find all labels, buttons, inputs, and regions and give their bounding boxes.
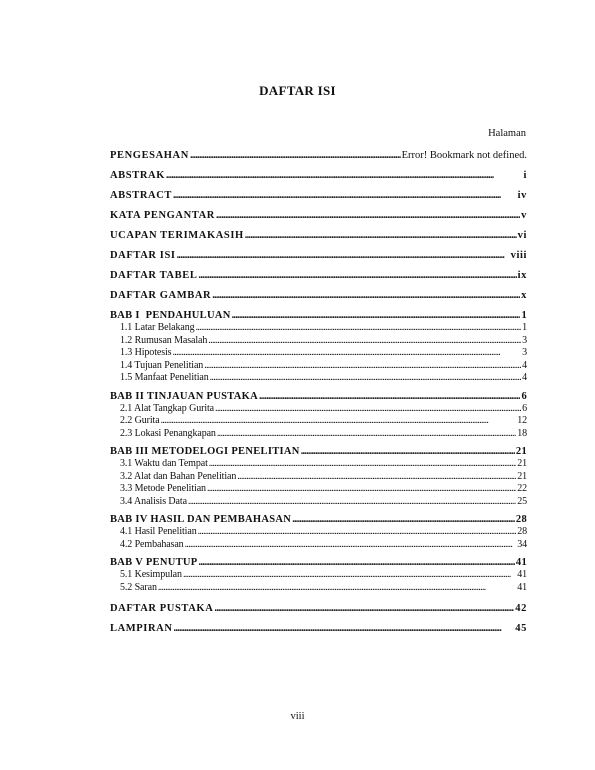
- dot-leader: [204, 360, 521, 373]
- dot-leader: [209, 458, 516, 471]
- toc-page: 28: [517, 526, 527, 537]
- toc-label: BAB IV HASIL DAN PEMBAHASAN: [110, 514, 292, 525]
- toc-entry-abstrak: [110, 170, 527, 182]
- dot-leader: [158, 582, 516, 595]
- toc-page: 6: [522, 402, 527, 414]
- toc-page: 1: [522, 322, 527, 333]
- table-of-contents: [110, 150, 527, 643]
- toc-page: viii: [510, 250, 527, 261]
- toc-page: 22: [517, 483, 527, 494]
- toc-chapter-bab5: [110, 557, 527, 569]
- toc-page: 18: [517, 427, 527, 439]
- dot-leader: [172, 347, 521, 360]
- halaman-label: Halaman: [488, 128, 526, 139]
- dot-leader: [199, 557, 515, 569]
- toc-label: BAB V PENUTUP: [110, 557, 198, 568]
- toc-subentry: [110, 582, 527, 595]
- dot-leader: [188, 496, 516, 509]
- toc-page: v: [521, 210, 527, 221]
- toc-label: KATA PENGANTAR: [110, 210, 215, 221]
- dot-leader: [259, 391, 520, 403]
- dot-leader: [216, 210, 520, 222]
- toc-subentry: [110, 471, 527, 484]
- toc-label: 1.2 Rumusan Masalah: [120, 334, 208, 346]
- toc-subentry: [110, 360, 527, 373]
- toc-entry-ucapan-terimakasih: [110, 230, 527, 242]
- page-number: viii: [290, 711, 305, 722]
- toc-label: 3.4 Analisis Data: [120, 495, 187, 507]
- toc-label: DAFTAR TABEL: [110, 270, 198, 281]
- dot-leader: [292, 514, 515, 526]
- toc-subentry: [110, 335, 527, 348]
- toc-label: 2.3 Lokasi Penangkapan: [120, 427, 216, 439]
- toc-label: BAB III METODELOGI PENELITIAN: [110, 446, 300, 457]
- toc-page: 25: [517, 495, 527, 507]
- toc-page: x: [521, 290, 527, 301]
- toc-label: BAB I PENDAHULUAN: [110, 310, 231, 321]
- dot-leader: [217, 428, 516, 441]
- toc-page: 42: [515, 603, 527, 614]
- toc-entry-daftar-isi: [110, 250, 527, 262]
- dot-leader: [245, 230, 517, 242]
- toc-label: 5.1 Kesimpulan: [120, 569, 182, 580]
- toc-label: ABSTRAK: [110, 170, 165, 181]
- dot-leader: [215, 403, 521, 416]
- toc-subentry: [110, 483, 527, 496]
- toc-label: 3.2 Alat dan Bahan Penelitian: [120, 470, 237, 482]
- toc-label: DAFTAR ISI: [110, 250, 176, 261]
- dot-leader: [196, 322, 522, 335]
- toc-entry-kata-pengantar: [110, 210, 527, 222]
- toc-entry-daftar-tabel: [110, 270, 527, 282]
- toc-page: iv: [517, 190, 527, 201]
- toc-subentry: [110, 526, 527, 539]
- page-title: DAFTAR ISI: [259, 83, 336, 98]
- dot-leader: [301, 446, 515, 458]
- toc-entry-lampiran: [110, 623, 527, 635]
- toc-subentry: [110, 322, 527, 335]
- toc-page: 6: [521, 390, 527, 402]
- toc-label: 3.1 Waktu dan Tempat: [120, 458, 208, 469]
- dot-leader: [208, 335, 521, 348]
- dot-leader: [207, 483, 516, 496]
- toc-entry-pengesahan: [110, 150, 527, 162]
- toc-page: ix: [517, 270, 527, 281]
- toc-page: 41: [517, 569, 527, 580]
- toc-chapter-bab2: [110, 391, 527, 403]
- toc-page: 41: [517, 581, 527, 593]
- toc-label: 1.3 Hipotesis: [120, 347, 172, 358]
- dot-leader: [177, 250, 510, 262]
- toc-label: LAMPIRAN: [110, 623, 173, 634]
- dot-leader: [214, 603, 514, 615]
- toc-subentry: [110, 569, 527, 582]
- dot-leader: [185, 539, 517, 552]
- toc-page: 4: [522, 359, 527, 371]
- toc-page: 41: [515, 557, 527, 568]
- toc-subentry: [110, 428, 527, 441]
- toc-label: 1.5 Manfaat Penelitian: [120, 372, 209, 383]
- toc-subentry: [110, 496, 527, 509]
- toc-page: 21: [517, 458, 527, 469]
- toc-chapter-bab1: [110, 310, 527, 322]
- toc-page: 1: [521, 310, 527, 321]
- toc-subentry: [110, 415, 527, 428]
- toc-entry-daftar-pustaka: [110, 603, 527, 615]
- toc-page: 28: [515, 514, 527, 525]
- toc-label: DAFTAR GAMBAR: [110, 290, 212, 301]
- dot-leader: [173, 190, 517, 202]
- toc-label: PENGESAHAN: [110, 150, 189, 161]
- dot-leader: [190, 150, 401, 162]
- toc-label: 3.3 Metode Penelitian: [120, 483, 206, 494]
- toc-page: 4: [522, 372, 527, 383]
- toc-page: 12: [517, 415, 527, 426]
- toc-page: i: [523, 170, 527, 181]
- toc-page: 45: [515, 623, 527, 634]
- dot-leader: [237, 471, 516, 484]
- dot-leader: [166, 170, 523, 182]
- toc-label: BAB II TINJAUAN PUSTAKA: [110, 390, 258, 402]
- toc-subentry: [110, 347, 527, 360]
- toc-subentry: [110, 539, 527, 552]
- toc-page: 21: [517, 470, 527, 482]
- toc-subentry: [110, 403, 527, 416]
- toc-label: 1.1 Latar Belakang: [120, 322, 195, 333]
- toc-page: Error! Bookmark not defined.: [401, 150, 527, 161]
- toc-entry-daftar-gambar: [110, 290, 527, 302]
- toc-page: 3: [522, 334, 527, 346]
- dot-leader: [198, 270, 516, 282]
- toc-label: UCAPAN TERIMAKASIH: [110, 230, 244, 241]
- spacer: [110, 594, 527, 603]
- toc-label: 5.2 Saran: [120, 581, 157, 593]
- toc-entry-abstract: [110, 190, 527, 202]
- dot-leader: [161, 415, 517, 428]
- dot-leader: [210, 372, 521, 385]
- dot-leader: [232, 310, 521, 322]
- toc-label: 2.1 Alat Tangkap Gurita: [120, 402, 215, 414]
- toc-label: DAFTAR PUSTAKA: [110, 603, 214, 614]
- dot-leader: [183, 569, 516, 582]
- toc-chapter-bab3: [110, 446, 527, 458]
- toc-page: 34: [517, 538, 527, 550]
- toc-page: vi: [517, 230, 527, 241]
- toc-label: 4.1 Hasil Penelitian: [120, 526, 197, 537]
- toc-label: 1.4 Tujuan Penelitian: [120, 359, 204, 371]
- toc-chapter-bab4: [110, 514, 527, 526]
- dot-leader: [212, 290, 520, 302]
- dot-leader: [174, 623, 515, 635]
- toc-page: 3: [522, 347, 527, 358]
- toc-label: 4.2 Pembahasan: [120, 538, 184, 550]
- toc-subentry: [110, 372, 527, 385]
- dot-leader: [198, 526, 517, 539]
- toc-label: ABSTRACT: [110, 190, 172, 201]
- toc-page: 21: [515, 446, 527, 457]
- toc-label: 2.2 Gurita: [120, 415, 160, 426]
- toc-subentry: [110, 458, 527, 471]
